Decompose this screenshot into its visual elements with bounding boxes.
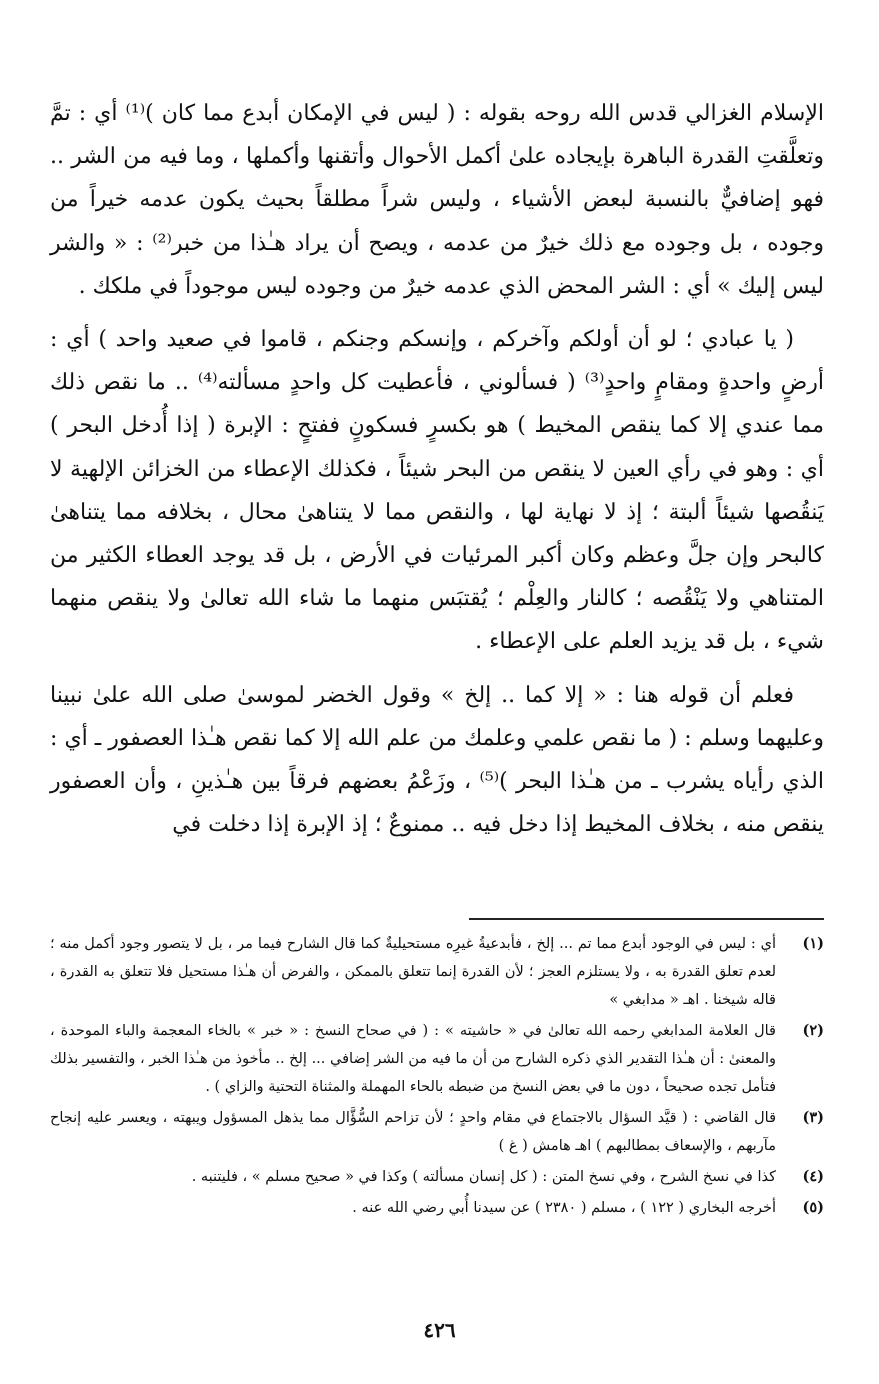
footnote-number: (٢) [802,1022,824,1039]
paragraph-2: ( يا عبادي ؛ لو أن أولكم وآخركم ، وإنسكم وجنكم ، قاموا في صعيد واحد ) أي : أرضٍ واحدةٍ ومقامٍ واحدٍ⁽³⁾ ( فسألوني ، فأعطيت كل واحدٍ مسألته⁽⁴⁾ .. ما نقص ذلك مما عندي إلا كما ينقص المخيط ) هو بكسرٍ فسكونٍ ففتحٍ : الإبرة ( إذا أُدخل البحر ) أي : وهو في رأي العين لا ينقص من البحر شيئاً ، فكذلك الإعطاء من الخزائن الإلهية لا يَنقُصها شيئاً ألبتة ؛ إذ لا نهاية لها ، والنقص مما لا يتناهىٰ محال ، بخلافه مما يتناهىٰ كالبحر وإن جلَّ وعظم وكان أكبر المرئيات في الأرض ، بل قد يوجد العطاء الكثير من المتناهي ولا يَنْقُصه ؛ كالنار والعِلْم ؛ يُقتبَس منهما ما شاء الله تعالىٰ ولا ينقص منهما شيء ، بل قد يزيد العلم على الإعطاء . [50,327,824,655]
footnote-text: كذا في نسخ الشرح ، وفي نسخ المتن : ( كل إنسان مسألته ) وكذا في « صحيح مسلم » ، فليتنبه . [191,1169,776,1185]
footnote-1 [50,930,824,1014]
footnote-4 [50,1163,824,1191]
footnote-number: (٣) [802,1109,824,1126]
footnote-5 [50,1194,824,1222]
footnote-divider [469,918,824,920]
footnote-text: أي : ليس في الوجود أبدع مما تم ... إلخ ، فأبدعيةُ غيرِه مستحيليةٌ كما قال الشارح فيما مر ، بل لا يتصور وجود أكمل منه ؛ لعدم تعلق القدرة به ، ولا يستلزم العجز ؛ لأن القدرة إنما تتعلق بالممكن ، والفرض أن هـٰذا مستحيل فلا تتعلق به القدرة ، قاله شيخنا . اهـ « مدابغي » [50,936,776,1008]
footnote-text: قال القاضي : ( قيَّد السؤال بالاجتماع في مقام واحدٍ ؛ لأن تزاحم السُّؤَّال مما يذهل المسؤول ويبهته ، ويعسر عليه إنجاح مآربهم ، والإسعاف بمطالبهم ) اهـ هامش ( غ ) [50,1110,776,1154]
main-text [50,92,824,856]
footnote-text: أخرجه البخاري ( ١٢٢ ) ، مسلم ( ٢٣٨٠ ) عن سيدنا أُبي رضي الله عنه . [352,1200,776,1216]
footnote-text: قال العلامة المدابغي رحمه الله تعالىٰ في « حاشيته » : ( في صحاح النسخ : « خبر » بالخاء المعجمة والباء الموحدة ، والمعنىٰ : أن هـٰذا التقدير الذي ذكره الشارح من أن ما فيه من الشر إضافي ... إلخ .. مأخوذ من هـٰذا الخبر ، والتفسير بذلك فتأمل تجده صحيحاً ، دون ما في بعض النسخ من ضبطه بالحاء المهملة والمثناة التحتية والزاي ) . [50,1023,776,1095]
footnote-number: (٤) [802,1168,824,1185]
page-number: ٤٢٦ [423,1318,456,1342]
footnote-3 [50,1104,824,1160]
footnote-number: (١) [802,935,824,952]
footnote-2 [50,1017,824,1101]
footnotes [50,930,824,1225]
paragraph-3: فعلم أن قوله هنا : « إلا كما .. إلخ » وقول الخضر لموسىٰ صلى الله علىٰ نبينا وعليهما وسلم : ( ما نقص علمي وعلمك من علم الله إلا كما نقص هـٰذا العصفور ـ أي : الذي رأياه يشرب ـ من هـٰذا البحر )⁽⁵⁾ ، وزَعْمُ بعضهم فرقاً بين هـٰذينِ ، وأن العصفور ينقص منه ، بخلاف المخيط إذا دخل فيه .. ممنوعٌ ؛ إذ الإبرة إذا دخلت في [50,682,824,838]
paragraph-1: الإسلام الغزالي قدس الله روحه بقوله : ( ليس في الإمكان أبدع مما كان )⁽¹⁾ أي : تمَّ وتعلَّقتِ القدرة الباهرة بإيجاده علىٰ أكمل الأحوال وأتقنها وأكملها ، وما فيه من الشر .. فهو إضافيٌّ بالنسبة لبعض الأشياء ، وليس شراً مطلقاً بحيث يكون عدمه خيراً من وجوده ، بل وجوده مع ذلك خيرٌ من عدمه ، ويصح أن يراد هـٰذا من خبر⁽²⁾ : « والشر ليس إليك » أي : الشر المحض الذي عدمه خيرٌ من وجوده ليس موجوداً في ملكك . [50,101,825,299]
footnote-number: (٥) [802,1199,824,1216]
